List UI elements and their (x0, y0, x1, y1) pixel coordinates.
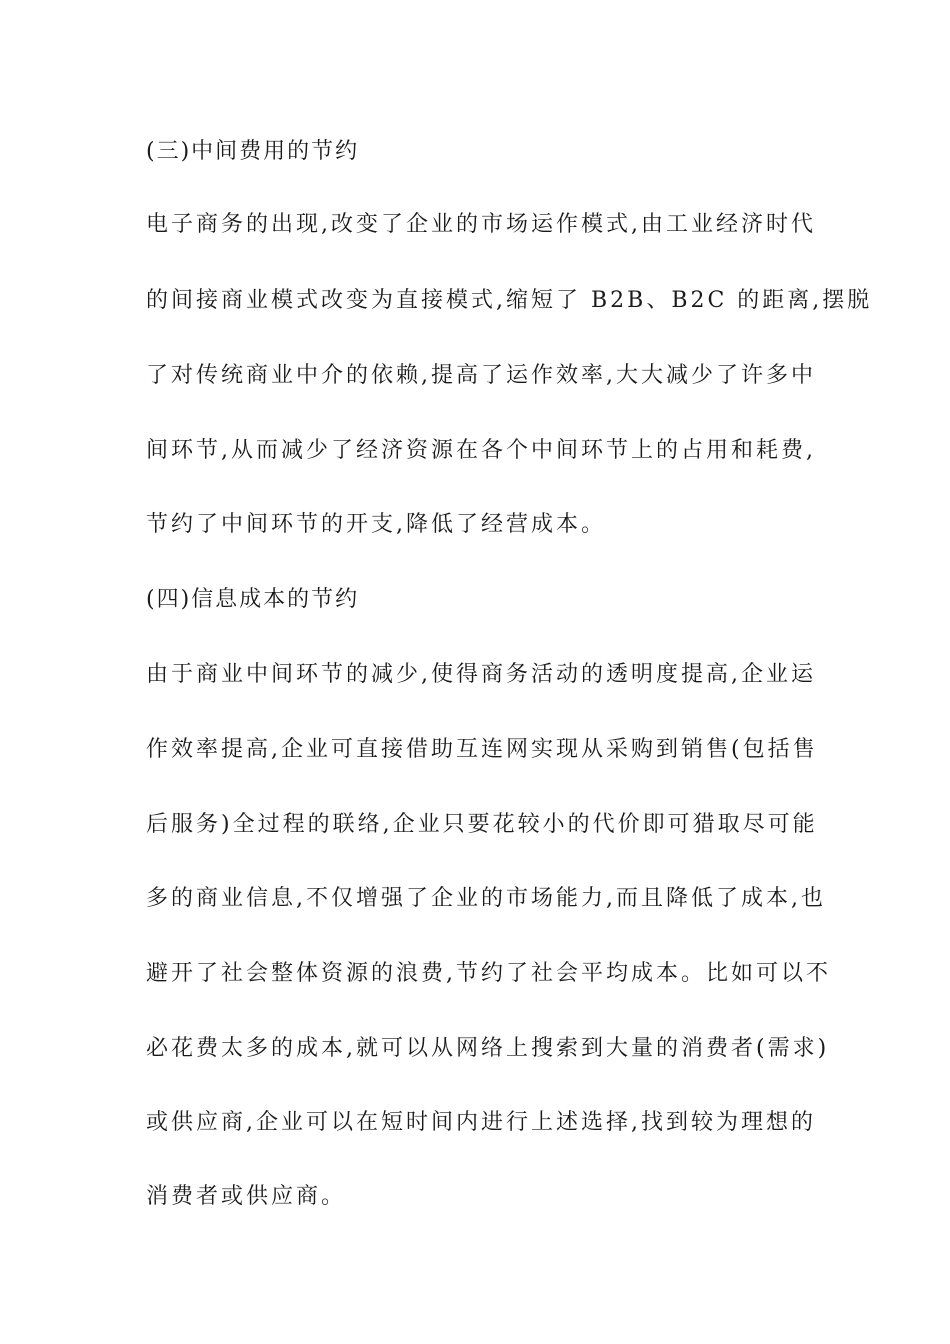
paragraph-line: 间环节,从而减少了经济资源在各个中间环节上的占用和耗费, (146, 438, 816, 463)
paragraph-line: 多的商业信息,不仅增强了企业的市场能力,而且降低了成本,也 (146, 886, 826, 911)
section-heading-3: (三)中间费用的节约 (146, 139, 360, 164)
paragraph-line: 消费者或供应商。 (146, 1184, 347, 1209)
paragraph-line: 必花费太多的成本,就可以从网络上搜索到大量的消费者(需求) (146, 1036, 830, 1061)
paragraph-line: 节约了中间环节的开支,降低了经营成本。 (146, 512, 606, 537)
paragraph-line: 或供应商,企业可以在短时间内进行上述选择,找到较为理想的 (146, 1110, 816, 1135)
paragraph-line: 作效率提高,企业可直接借助互连网实现从采购到销售(包括售 (146, 737, 818, 762)
paragraph-line: 电子商务的出现,改变了企业的市场运作模式,由工业经济时代 (146, 212, 816, 237)
paragraph-line: 后服务)全过程的联络,企业只要花较小的代价即可猎取尽可能 (146, 812, 818, 837)
section-heading-4: (四)信息成本的节约 (146, 587, 360, 612)
paragraph-line: 由于商业中间环节的减少,使得商务活动的透明度提高,企业运 (146, 662, 816, 687)
paragraph-line: 了对传统商业中介的依赖,提高了运作效率,大大减少了许多中 (146, 363, 816, 388)
paragraph-line: 避开了社会整体资源的浪费,节约了社会平均成本。比如可以不 (146, 961, 831, 986)
paragraph-line: 的间接商业模式改变为直接模式,缩短了 B2B、B2C 的距离,摆脱 (146, 288, 873, 313)
